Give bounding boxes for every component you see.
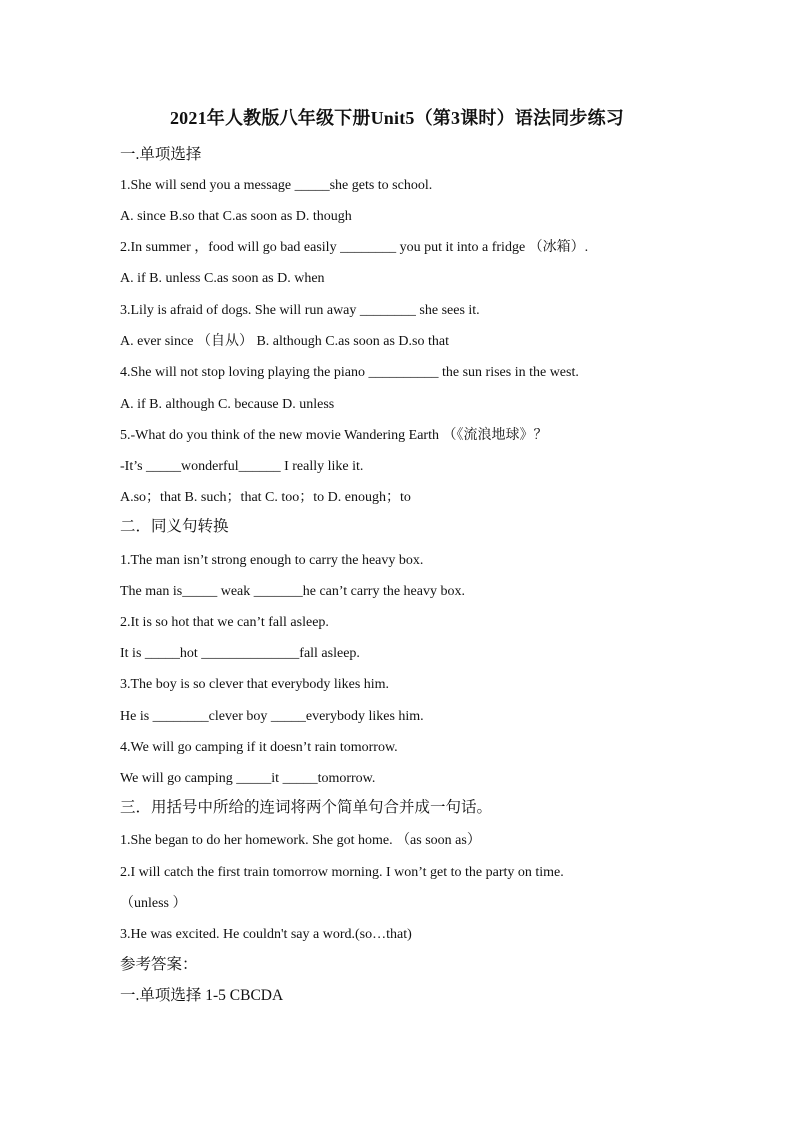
- section-heading-sentence-combination: 三．用括号中所给的连词将两个简单句合并成一句话。: [120, 799, 493, 816]
- question-line: 4.She will not stop loving playing the piano __________ the sun rises in the west.: [120, 365, 579, 380]
- section-heading-sentence-transformation: 二．同义句转换: [120, 518, 229, 535]
- question-line: 3.He was excited. He couldn't say a word.(so…that): [120, 927, 412, 942]
- question-line: 3.The boy is so clever that everybody likes him.: [120, 677, 390, 692]
- answer-blank-line: We will go camping _____it _____tomorrow.: [120, 771, 376, 786]
- options-line: A. if B. although C. because D. unless: [120, 397, 335, 412]
- options-line: A. ever since （自从） B. although C.as soon as D.so that: [120, 334, 449, 349]
- options-line: A. if B. unless C.as soon as D. when: [120, 271, 325, 286]
- question-line: 3.Lily is afraid of dogs. She will run away ________ she sees it.: [120, 303, 480, 318]
- answer-key-heading: 参考答案：: [120, 956, 198, 973]
- answer-key-line: 一.单项选择 1-5 CBCDA: [120, 987, 284, 1004]
- document-title: 2021年人教版八年级下册Unit5（第3课时）语法同步练习: [169, 108, 624, 128]
- options-line: A. since B.so that C.as soon as D. though: [120, 209, 352, 224]
- question-line: 5.-What do you think of the new movie Wandering Earth （《流浪地球》？: [120, 428, 548, 443]
- options-line: A.so；that B. such；that C. too；to D. enough；to: [120, 490, 411, 505]
- question-line: 2.It is so hot that we can’t fall asleep.: [120, 615, 329, 630]
- question-line: -It’s _____wonderful______ I really like it.: [120, 459, 364, 474]
- question-line: 1.She began to do her homework. She got home. （as soon as）: [120, 833, 481, 848]
- question-line: 1.She will send you a message _____she gets to school.: [120, 178, 433, 193]
- section-heading-single-choice: 一.单项选择: [120, 146, 202, 163]
- answer-blank-line: He is ________clever boy _____everybody likes him.: [120, 709, 424, 724]
- answer-blank-line: It is _____hot ______________fall asleep.: [120, 646, 360, 661]
- question-line: 2.I will catch the first train tomorrow morning. I won’t get to the party on time.: [120, 865, 564, 880]
- answer-blank-line: The man is_____ weak _______he can’t carry the heavy box.: [120, 584, 465, 599]
- question-line: 4.We will go camping if it doesn’t rain tomorrow.: [120, 740, 398, 755]
- question-line: 2.In summer ，food will go bad easily ________ you put it into a fridge （冰箱）.: [120, 240, 589, 255]
- question-line: （unless ）: [120, 896, 187, 911]
- question-line: 1.The man isn’t strong enough to carry the heavy box.: [120, 553, 424, 568]
